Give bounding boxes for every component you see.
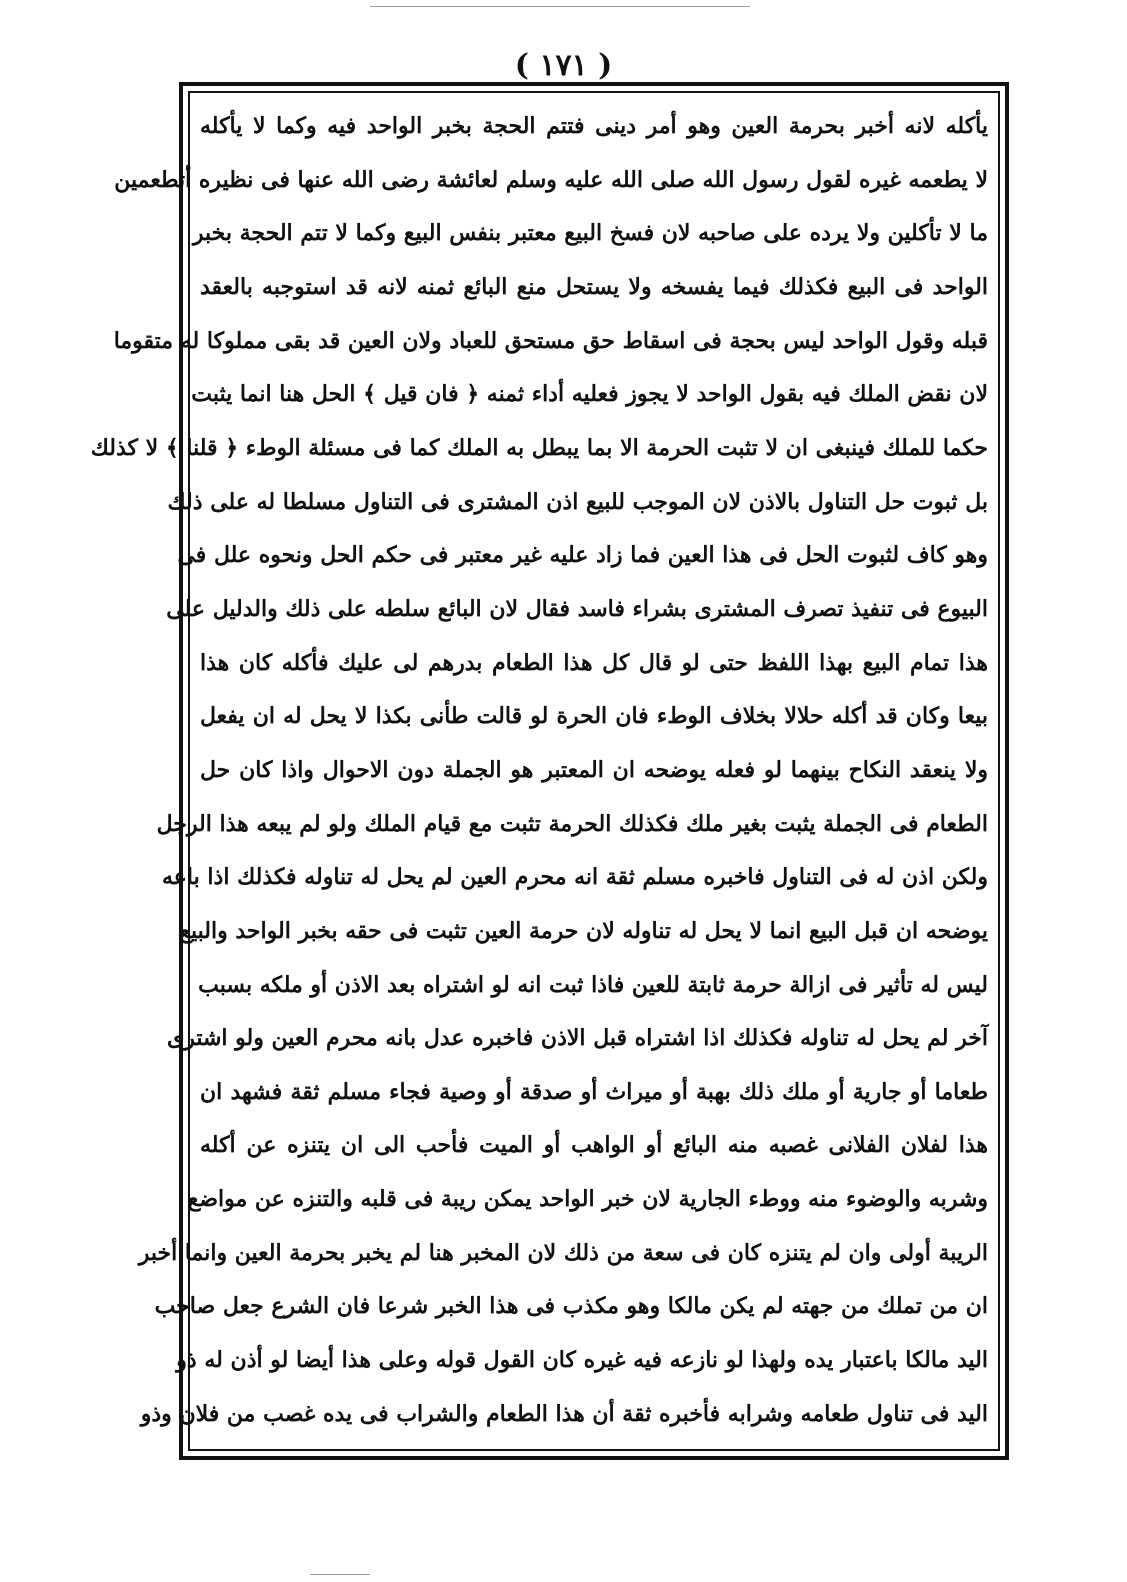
text-line: ان من تملك من جهته لم يكن مالكا وهو مكذب فى هذا الخبر شرعا فان الشرع جعل صاحب [154, 1293, 988, 1320]
body-text [90, 100, 988, 1440]
text-line: طعاما أو جارية أو ملك ذلك بهبة أو ميراث أو صدقة أو وصية فجاء مسلم ثقة فشهد ان [200, 1078, 988, 1105]
text-line: وهو كاف لثبوت الحل فى هذا العين فما زاد عليه غير معتبر فى حكم الحل ونحوه علل فى [177, 542, 988, 569]
text-line: لا يطعمه غيره لقول رسول الله صلى الله عليه وسلم لعائشة رضى الله عنها فى نظيره أتطعمين [114, 166, 988, 193]
text-line: يأكله لانه أخبر بحرمة العين وهو أمر دينى فتتم الحجة بخبر الواحد فيه وكما لا يأكله [200, 113, 988, 139]
text-line: الريبة أولى وان لم يتنزه كان فى سعة من ذلك لان المخبر هنا لم يخبر بحرمة العين وانما أخبر [138, 1239, 988, 1266]
text-line: ما لا تأكلين ولا يرده على صاحبه لان فسخ البيع معتبر بنفس البيع وكما لا تتم الحجة بخبر [192, 220, 988, 247]
text-line: الواحد فى البيع فكذلك فيما يفسخه ولا يستحل منع البائع ثمنه لانه قد استوجبه بالعقد [200, 273, 988, 300]
text-line: هذا لفلان الفلانى غصبه منه البائع أو الواهب أو الميت فأحب الى ان يتنزه عن أكله [200, 1132, 988, 1159]
page-number: ( ١٧١ ) [514, 48, 613, 83]
text-line: ليس له تأثير فى ازالة حرمة ثابتة للعين فاذا ثبت انه لو اشتراه بعد الاذن أو ملكه بسبب [198, 971, 988, 998]
text-line: يوضحه ان قبل البيع انما لا يحل له تناوله لان حرمة العين تثبت فى حقه بخبر الواحد والبيع [179, 917, 988, 944]
text-line: البيوع فى تنفيذ تصرف المشترى بشراء فاسد فقال لان البائع سلطه على ذلك والدليل على [166, 595, 988, 622]
text-line: وشربه والوضوء منه ووطء الجارية لان خبر الواحد يمكن ريبة فى قلبه والتنزه عن مواضع [187, 1186, 988, 1213]
scan-edge-mark-bottom [310, 1574, 370, 1575]
text-line: قبله وقول الواحد ليس بحجة فى اسقاط حق مستحق للعباد ولان العين قد بقى مملوكا له متقوما [113, 327, 988, 354]
scan-edge-mark-top [370, 6, 750, 7]
text-line: هذا تمام البيع بهذا اللفظ حتى لو قال كل هذا الطعام بدرهم لى عليك فأكله كان هذا [200, 649, 988, 676]
text-line: آخر لم يحل له تناوله فكذلك اذا اشتراه قبل الاذن فاخبره عدل بانه محرم العين ولو اشترى [166, 1025, 988, 1052]
text-line: لان نقض الملك فيه بقول الواحد لا يجوز فعليه أداء ثمنه ﴿ فان قيل ﴾ الحل هنا انما يثبت [191, 381, 988, 408]
text-line: ولكن اذن له فى التناول فاخبره مسلم ثقة انه محرم العين لم يحل له تناوله فكذلك اذا باعه [162, 864, 988, 891]
text-line: ولا ينعقد النكاح بينهما لو فعله يوضحه ان المعتبر هو الجملة دون الاحوال واذا كان حل [200, 756, 988, 783]
text-line: اليد مالكا باعتبار يده ولهذا لو نازعه فيه غيره كان القول قوله وعلى هذا أيضا لو أذن له ذو [176, 1347, 988, 1374]
text-line: بل ثبوت حل التناول بالاذن لان الموجب للبيع اذن المشترى فى التناول مسلطا له على ذلك [167, 488, 988, 515]
text-line: الطعام فى الجملة يثبت بغير ملك فكذلك الحرمة تثبت مع قيام الملك ولو لم يبعه هذا الرجل [156, 810, 988, 837]
text-line: بيعا وكان قد أكله حلالا بخلاف الوطء فان الحرة لو قالت طأنى بكذا لا يحل له ان يفعل [200, 703, 988, 730]
text-line: حكما للملك فينبغى ان لا تثبت الحرمة الا بما يبطل به الملك كما فى مسئلة الوطء ﴿ قلنا ﴾ لا كذلك [90, 434, 988, 461]
text-line: اليد فى تناول طعامه وشرابه فأخبره ثقة أن هذا الطعام والشراب فى يده غصب من فلان وذو [140, 1400, 988, 1427]
